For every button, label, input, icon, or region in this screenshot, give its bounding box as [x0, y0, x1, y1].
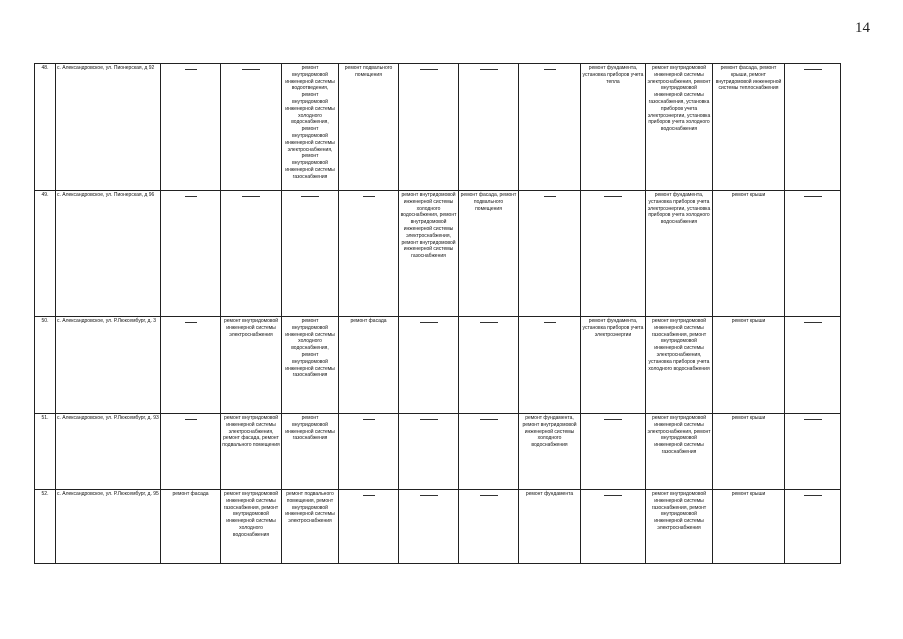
empty-cell-dash — [785, 414, 841, 490]
work-cell: ремонт внутридомовой инженерной системы холодного водоснабжения, ремонт внутридомовой инженерной системы газоснабжения — [282, 317, 339, 414]
empty-cell-dash — [399, 64, 459, 191]
dash-mark — [301, 196, 319, 197]
work-cell: ремонт внутридомовой инженерной системы водоотведения, ремонт внутридомовой инженерной системы холодного водоснабжения, ремонт внутридомовой инженерной системы электроснабжения, ремонт внутридомовой инженерной системы газоснабжения — [282, 64, 339, 191]
dash-mark — [242, 196, 260, 197]
dash-mark — [804, 196, 822, 197]
dash-mark — [480, 419, 498, 420]
dash-mark — [363, 419, 375, 420]
repair-schedule-table — [34, 63, 841, 564]
empty-cell-dash — [399, 490, 459, 564]
work-cell: ремонт подвального помещения — [339, 64, 399, 191]
work-cell: ремонт фундамента, ремонт внутридомовой инженерной системы холодного водоснабжения — [519, 414, 581, 490]
table-row — [35, 317, 841, 414]
dash-mark — [804, 419, 822, 420]
dash-mark — [604, 196, 622, 197]
dash-mark — [185, 322, 197, 323]
work-cell: ремонт фасада, ремонт подвального помещения — [459, 191, 519, 317]
work-cell: ремонт фасада — [339, 317, 399, 414]
dash-mark — [185, 69, 197, 70]
work-cell: ремонт внутридомовой инженерной системы газоснабжения, ремонт внутридомовой инженерной системы холодного водоснабжения — [221, 490, 282, 564]
empty-cell-dash — [161, 191, 221, 317]
dash-mark — [363, 495, 375, 496]
dash-mark — [242, 69, 260, 70]
page-number: 14 — [855, 20, 870, 36]
dash-mark — [185, 419, 197, 420]
work-cell: ремонт крыши — [713, 317, 785, 414]
work-cell: ремонт фундамента, установка приборов учета тепла — [581, 64, 646, 191]
empty-cell-dash — [221, 191, 282, 317]
empty-cell-dash — [282, 191, 339, 317]
empty-cell-dash — [339, 490, 399, 564]
empty-cell-dash — [161, 317, 221, 414]
work-cell: ремонт внутридомовой инженерной системы холодного водоснабжения, ремонт внутридомовой инженерной системы электроснабжения, ремонт внутридомовой инженерной системы газоснабжения — [399, 191, 459, 317]
dash-mark — [363, 196, 375, 197]
dash-mark — [480, 69, 498, 70]
work-cell: ремонт крыши — [713, 490, 785, 564]
dash-mark — [804, 495, 822, 496]
dash-mark — [480, 495, 498, 496]
row-number: 50. — [35, 317, 56, 414]
dash-mark — [544, 69, 556, 70]
row-number: 51. — [35, 414, 56, 490]
work-cell: ремонт подвального помещения, ремонт внутридомовой инженерной системы электроснабжения — [282, 490, 339, 564]
empty-cell-dash — [339, 191, 399, 317]
empty-cell-dash — [161, 414, 221, 490]
work-cell: ремонт фундамента, установка приборов учета электроэнергии, установка приборов учета холодного водоснабжения — [646, 191, 713, 317]
empty-cell-dash — [785, 191, 841, 317]
empty-cell-dash — [339, 414, 399, 490]
address-cell: с. Александровское, ул. Пионерская, д 96 — [56, 191, 161, 317]
dash-mark — [420, 69, 438, 70]
table-row — [35, 490, 841, 564]
work-cell: ремонт внутридомовой инженерной системы газоснабжения — [282, 414, 339, 490]
empty-cell-dash — [161, 64, 221, 191]
empty-cell-dash — [459, 490, 519, 564]
dash-mark — [480, 322, 498, 323]
work-cell: ремонт фасада — [161, 490, 221, 564]
empty-cell-dash — [459, 414, 519, 490]
work-cell: ремонт внутридомовой инженерной системы электроснабжения — [221, 317, 282, 414]
empty-cell-dash — [581, 490, 646, 564]
empty-cell-dash — [399, 317, 459, 414]
empty-cell-dash — [785, 64, 841, 191]
address-cell: с. Александровское, ул. Р.Люксембург, д. 93 — [56, 414, 161, 490]
dash-mark — [804, 69, 822, 70]
empty-cell-dash — [519, 64, 581, 191]
dash-mark — [604, 495, 622, 496]
empty-cell-dash — [785, 490, 841, 564]
empty-cell-dash — [459, 317, 519, 414]
work-cell: ремонт крыши — [713, 191, 785, 317]
work-cell: ремонт внутридомовой инженерной системы электроснабжения, ремонт внутридомовой инженерной системы газоснабжения — [646, 414, 713, 490]
work-cell: ремонт фасада, ремонт крыши, ремонт внутридомовой инженерной системы теплоснабжения — [713, 64, 785, 191]
address-cell: с. Александровское, ул. Р.Люксембург, д. 95 — [56, 490, 161, 564]
row-number: 52. — [35, 490, 56, 564]
dash-mark — [185, 196, 197, 197]
row-number: 49. — [35, 191, 56, 317]
dash-mark — [420, 419, 438, 420]
table-row — [35, 414, 841, 490]
address-cell: с. Александровское, ул. Р.Люксембург, д. 3 — [56, 317, 161, 414]
address-cell: с. Александровское, ул. Пионерская, д 92 — [56, 64, 161, 191]
work-cell: ремонт фундамента — [519, 490, 581, 564]
dash-mark — [604, 419, 622, 420]
empty-cell-dash — [581, 414, 646, 490]
empty-cell-dash — [399, 414, 459, 490]
dash-mark — [804, 322, 822, 323]
empty-cell-dash — [519, 191, 581, 317]
dash-mark — [420, 322, 438, 323]
table-row — [35, 191, 841, 317]
empty-cell-dash — [519, 317, 581, 414]
empty-cell-dash — [459, 64, 519, 191]
work-cell: ремонт фундамента, установка приборов учета электроэнергии — [581, 317, 646, 414]
row-number: 48. — [35, 64, 56, 191]
dash-mark — [544, 322, 556, 323]
empty-cell-dash — [221, 64, 282, 191]
dash-mark — [544, 196, 556, 197]
empty-cell-dash — [581, 191, 646, 317]
work-cell: ремонт внутридомовой инженерной системы газоснабжения, ремонт внутридомовой инженерной системы электроснабжения — [646, 490, 713, 564]
table-row — [35, 64, 841, 191]
dash-mark — [420, 495, 438, 496]
work-cell: ремонт внутридомовой инженерной системы электроснабжения, ремонт внутридомовой инженерной системы газоснабжения, установка приборов учета электроэнергии, установка приборов учета холодного водоснабжения — [646, 64, 713, 191]
work-cell: ремонт внутридомовой инженерной системы газоснабжения, ремонт внутридомовой инженерной системы электроснабжения, установка приборов учета холодного водоснабжения — [646, 317, 713, 414]
work-cell: ремонт внутридомовой инженерной системы электроснабжения, ремонт фасада, ремонт подвального помещения — [221, 414, 282, 490]
work-cell: ремонт крыши — [713, 414, 785, 490]
empty-cell-dash — [785, 317, 841, 414]
